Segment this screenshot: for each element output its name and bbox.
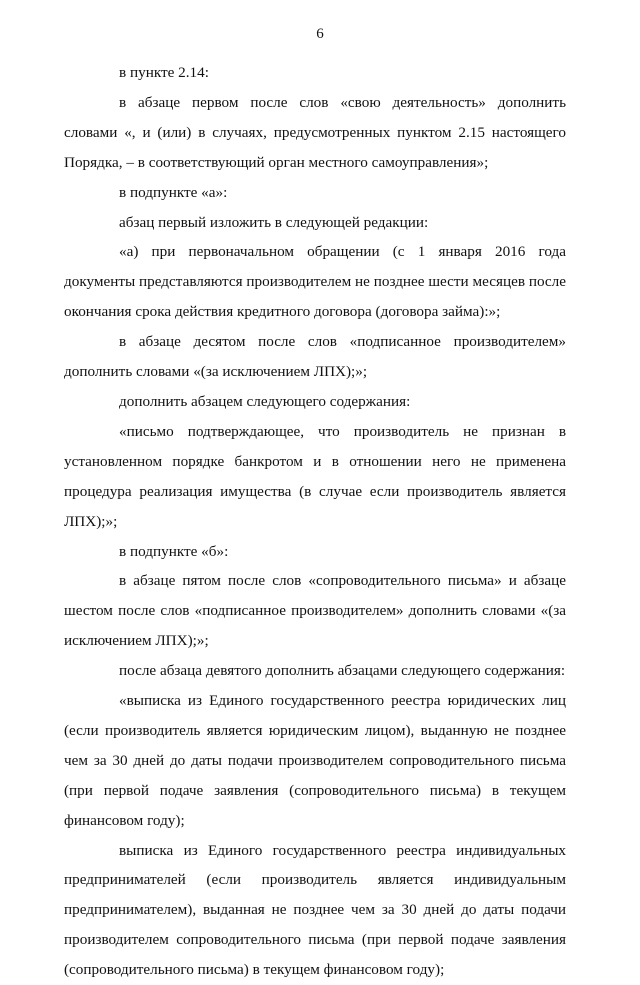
paragraph: в подпункте «б»: (119, 542, 229, 560)
document-body (64, 58, 566, 985)
paragraph: выписка из Единого государственного реестра индивидуальных предпринимателей (если производитель является индивидуальным предпринимателем), выданная не позднее чем за 30 дней до даты подачи производителем сопроводительного письма (при первой подаче заявления (сопроводительного письма) в текущем финансовом году); (64, 841, 566, 979)
paragraph: абзац первый изложить в следующей редакции: (119, 213, 429, 231)
paragraph: после абзаца девятого дополнить абзацами следующего содержания: (119, 662, 566, 680)
paragraph: в абзаце первом после слов «свою деятельность» дополнить словами «, и (или) в случаях, предусмотренных пунктом 2.15 настоящего Порядка, – в соответствующий орган местного самоуправления»; (64, 93, 566, 171)
paragraph: «а) при первоначальном обращении (с 1 января 2016 года документы представляются производителем не позднее шести месяцев после окончания срока действия кредитного договора (договора займа):»; (64, 243, 566, 321)
paragraph: в абзаце десятом после слов «подписанное производителем» дополнить словами «(за исключением ЛПХ);»; (64, 333, 566, 381)
page-number: 6 (316, 26, 324, 42)
paragraph: в абзаце пятом после слов «сопроводительного письма» и абзаце шестом после слов «подписанное производителем» дополнить словами «(за исключением ЛПХ);»; (64, 572, 566, 650)
paragraph: дополнить абзацем следующего содержания: (119, 392, 411, 410)
paragraph: в пункте 2.14: (119, 64, 209, 81)
paragraph: «выписка из Единого государственного реестра юридических лиц (если производитель является юридическим лицом), выданную не позднее чем за 30 дней до даты подачи производителем сопроводительного письма (при первой подаче заявления (сопроводительного письма) в текущем финансовом году); (64, 692, 566, 829)
paragraph: «письмо подтверждающее, что производитель не признан в установленном порядке банкротом и в отношении него не применена процедура реализация имущества (в случае если производитель является ЛПХ);»; (64, 422, 566, 530)
paragraph: в подпункте «а»: (119, 183, 228, 201)
